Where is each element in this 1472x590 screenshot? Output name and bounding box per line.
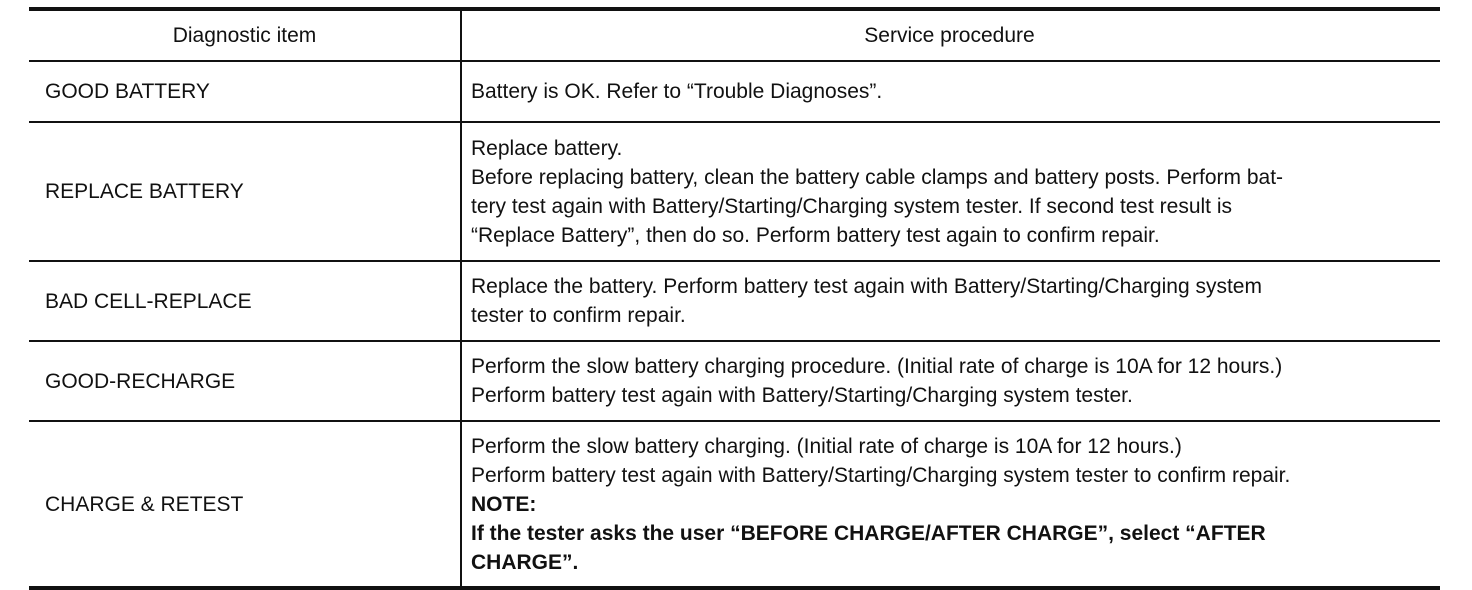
note-label: NOTE: xyxy=(471,492,537,516)
note-line: CHARGE”. xyxy=(471,550,579,574)
diagnostic-item-cell: CHARGE & RETEST xyxy=(29,421,461,588)
header-diagnostic-item: Diagnostic item xyxy=(29,9,461,61)
table-header-row xyxy=(29,9,1440,61)
service-procedure-cell xyxy=(461,122,1440,261)
procedure-line: tery test again with Battery/Starting/Charging system tester. If second test result is xyxy=(471,194,1233,218)
procedure-line: Perform the slow battery charging. (Initial rate of charge is 10A for 12 hours.) xyxy=(471,434,1182,458)
service-procedure-cell xyxy=(461,421,1440,588)
procedure-line: Battery is OK. Refer to “Trouble Diagnoses”. xyxy=(471,80,883,103)
table-row xyxy=(29,341,1440,421)
note-line: If the tester asks the user “BEFORE CHARGE/AFTER CHARGE”, select “AFTER xyxy=(471,521,1266,545)
service-procedure-cell xyxy=(461,341,1440,421)
procedure-line: Replace battery. xyxy=(471,136,623,160)
diagnostic-item-cell: GOOD-RECHARGE xyxy=(29,341,461,421)
table-row xyxy=(29,122,1440,261)
table-row xyxy=(29,261,1440,341)
service-procedure-cell xyxy=(461,261,1440,341)
diagnostic-table xyxy=(29,7,1440,590)
procedure-line: Perform battery test again with Battery/Starting/Charging system tester to confirm repair. xyxy=(471,463,1291,487)
header-service-procedure: Service procedure xyxy=(461,9,1440,61)
diagnostic-item-cell: GOOD BATTERY xyxy=(29,61,461,122)
procedure-line: “Replace Battery”, then do so. Perform battery test again to confirm repair. xyxy=(471,223,1160,247)
table-row xyxy=(29,421,1440,588)
procedure-line: Replace the battery. Perform battery test again with Battery/Starting/Charging system xyxy=(471,275,1262,298)
diagnostic-item-cell: BAD CELL-REPLACE xyxy=(29,261,461,341)
service-procedure-cell xyxy=(461,61,1440,122)
table-row xyxy=(29,61,1440,122)
procedure-line: tester to confirm repair. xyxy=(471,304,686,327)
procedure-line: Perform battery test again with Battery/Starting/Charging system tester. xyxy=(471,384,1133,407)
procedure-line: Perform the slow battery charging procedure. (Initial rate of charge is 10A for 12 hours.) xyxy=(471,355,1283,378)
diagnostic-item-cell: REPLACE BATTERY xyxy=(29,122,461,261)
procedure-line: Before replacing battery, clean the battery cable clamps and battery posts. Perform bat- xyxy=(471,165,1284,189)
